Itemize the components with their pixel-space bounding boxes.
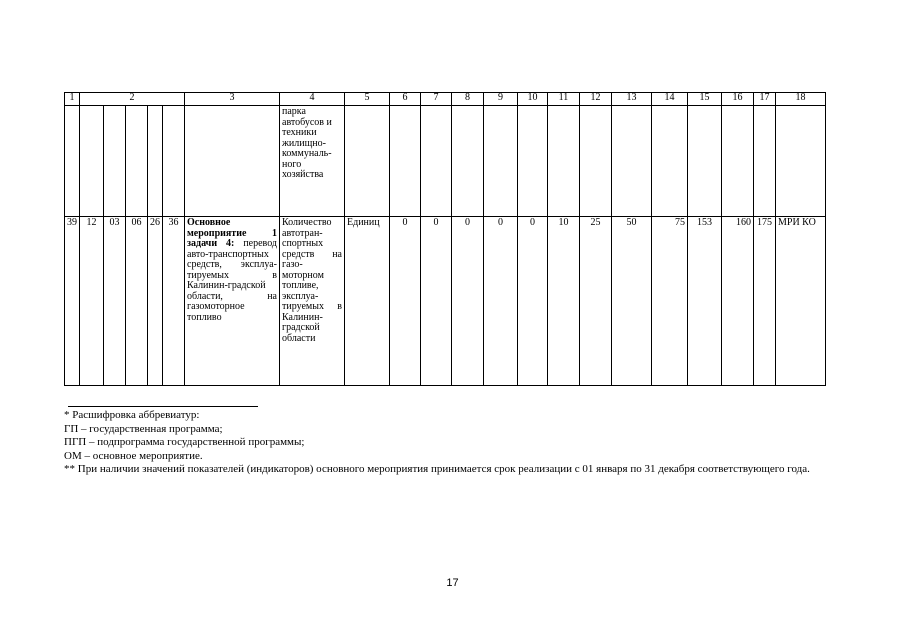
table-cell [652, 106, 688, 217]
header-cell: 15 [688, 93, 722, 106]
value-cell: 160 [722, 217, 754, 386]
footnote-divider [68, 406, 258, 407]
table-cell [126, 106, 148, 217]
table-cell [754, 106, 776, 217]
indicators-table [64, 92, 826, 386]
header-cell: 17 [754, 93, 776, 106]
footnote-line: ГП – государственная программа; [64, 422, 223, 435]
header-cell: 7 [421, 93, 452, 106]
table-cell [548, 106, 580, 217]
table-cell [104, 106, 126, 217]
code-cell: 03 [104, 217, 126, 386]
responsible-cell: МРИ КО [776, 217, 826, 386]
header-cell: 4 [280, 93, 345, 106]
header-cell: 2 [80, 93, 185, 106]
table-cell [776, 106, 826, 217]
header-cell: 13 [612, 93, 652, 106]
header-cell: 11 [548, 93, 580, 106]
table-cell [148, 106, 163, 217]
header-cell: 18 [776, 93, 826, 106]
value-cell: 25 [580, 217, 612, 386]
footnotes [64, 409, 842, 477]
value-cell: 0 [452, 217, 484, 386]
header-cell: 6 [390, 93, 421, 106]
table-cell [421, 106, 452, 217]
code-cell: 06 [126, 217, 148, 386]
table-cell [163, 106, 185, 217]
page-number: 17 [446, 577, 459, 589]
code-cell: 26 [148, 217, 163, 386]
value-cell: 75 [652, 217, 688, 386]
value-cell: 0 [484, 217, 518, 386]
event-name-cell [185, 217, 280, 386]
indicator-continuation-cell: парка автобусов и техники жилищно-коммуналь-ного хозяйства [280, 106, 345, 217]
header-cell: 5 [345, 93, 390, 106]
event-title: Основное мероприятие 1 задачи 4: [187, 217, 277, 249]
table-cell [580, 106, 612, 217]
code-cell: 36 [163, 217, 185, 386]
code-cell: 12 [80, 217, 104, 386]
table-cell [612, 106, 652, 217]
table-cell [185, 106, 280, 217]
header-cell: 10 [518, 93, 548, 106]
value-cell: 10 [548, 217, 580, 386]
table-row [65, 106, 826, 217]
header-cell: 9 [484, 93, 518, 106]
value-cell: 153 [688, 217, 722, 386]
table-cell [452, 106, 484, 217]
header-cell: 16 [722, 93, 754, 106]
table-cell [484, 106, 518, 217]
header-cell: 12 [580, 93, 612, 106]
value-cell: 0 [518, 217, 548, 386]
row-number-cell: 39 [65, 217, 80, 386]
table-cell [390, 106, 421, 217]
table-header-row [65, 93, 826, 106]
footnote-title: * Расшифровка аббревиатур: [64, 409, 200, 421]
value-cell: 0 [421, 217, 452, 386]
value-cell: 175 [754, 217, 776, 386]
footnote-line: ПГП – подпрограмма государственной программы; [64, 436, 305, 448]
footnote-line: ОМ – основное мероприятие. [64, 449, 203, 462]
unit-cell: Единиц [345, 217, 390, 386]
table-cell [65, 106, 80, 217]
table-cell [80, 106, 104, 217]
table-cell [345, 106, 390, 217]
table-cell [688, 106, 722, 217]
table-cell [518, 106, 548, 217]
header-cell: 14 [652, 93, 688, 106]
header-cell: 3 [185, 93, 280, 106]
header-cell: 8 [452, 93, 484, 106]
value-cell: 50 [612, 217, 652, 386]
indicator-cell: Количество автотран-спортных средств на газо-моторном топливе, эксплуа-тируемых в Калинин-градской области [280, 217, 345, 386]
event-description: перевод авто-транспортных средств, эксплуа-тируемых в Калинин-градской области, на газомоторное топливо [187, 238, 277, 323]
header-cell: 1 [65, 93, 80, 106]
table-cell [722, 106, 754, 217]
value-cell: 0 [390, 217, 421, 386]
footnote-term: ** При наличии значений показателей (индикаторов) основного мероприятия принимается срок реализации с 01 января по 31 декабря соответствующего года. [64, 463, 810, 475]
table-row [65, 217, 826, 386]
